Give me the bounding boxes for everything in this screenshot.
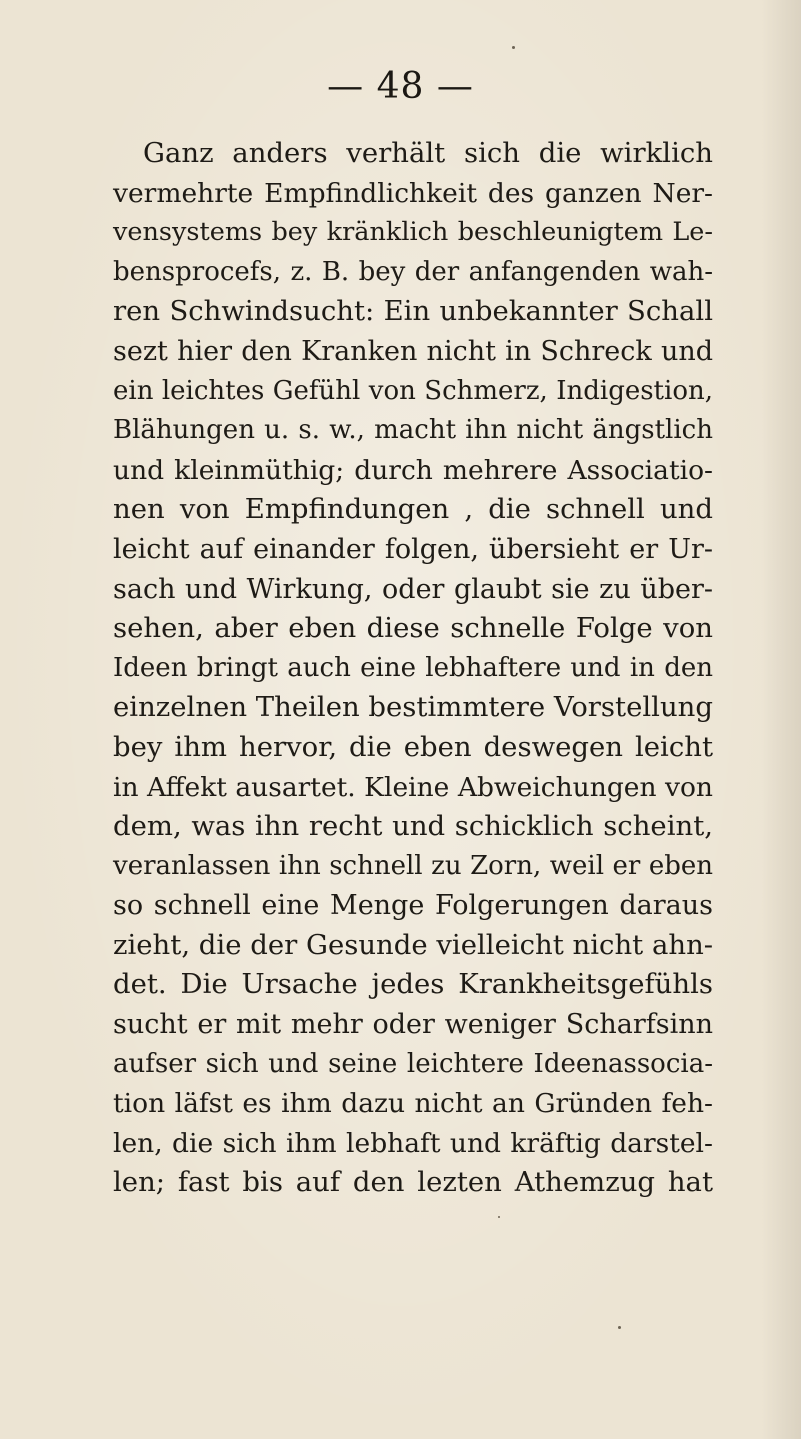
text-line: und kleinmüthig; durch mehrere Associatio- — [113, 454, 713, 486]
page-edge-shadow — [761, 0, 801, 1439]
text-line: zieht, die der Gesunde vielleicht nicht ahn- — [113, 928, 714, 961]
text-line: in Affekt ausartet. Kleine Abweichungen von — [113, 771, 713, 803]
text-line: ren Schwindsucht: Ein unbekannter Schall — [113, 295, 713, 328]
text-line: vermehrte Empfindlichkeit des ganzen Ner- — [113, 177, 713, 209]
text-line: veranlassen ihn schnell zu Zorn, weil er eben — [113, 850, 713, 881]
text-line: aufser sich und seine leichtere Ideenassocia- — [113, 1048, 713, 1079]
text-line: Ideen bringt auch eine lebhaftere und in den — [113, 652, 713, 683]
text-line: bey ihm hervor, die eben deswegen leicht — [113, 730, 713, 763]
text-line: ein leichtes Gefühl von Schmerz, Indigestion, — [113, 375, 713, 406]
text-line: einzelnen Theilen bestimmtere Vorstellung — [113, 691, 713, 724]
text-line: sehen, aber eben diese schnelle Folge von — [113, 612, 713, 645]
text-line: nen von Empfindungen , die schnell und — [113, 493, 713, 526]
text-line: Ganz anders verhält sich die wirklich — [143, 137, 713, 169]
paper-speck — [512, 46, 515, 49]
text-line: sucht er mit mehr oder weniger Scharfsinn — [113, 1009, 713, 1041]
text-line: bensprocefs, z. B. bey der anfangenden wah- — [113, 256, 713, 287]
text-line: det. Die Ursache jedes Krankheitsgefühls — [113, 968, 713, 1001]
text-line: tion läfst es ihm dazu nicht an Gründen feh- — [113, 1088, 713, 1120]
text-line: sezt hier den Kranken nicht in Schreck und — [113, 335, 713, 367]
text-line: leicht auf einander folgen, übersieht er Ur- — [113, 533, 713, 565]
text-line: Blähungen u. s. w., macht ihn nicht ängstlich — [113, 415, 713, 446]
paper-speck — [498, 1216, 500, 1218]
text-line: so schnell eine Menge Folgerungen daraus — [113, 890, 713, 922]
text-line: len, die sich ihm lebhaft und kräftig darstel- — [113, 1127, 713, 1159]
text-line: dem, was ihn recht und schicklich scheint, — [113, 810, 713, 843]
paper-speck — [618, 1326, 621, 1329]
text-line: vensystems bey kränklich beschleunigtem Le- — [113, 217, 713, 248]
text-line: len; fast bis auf den lezten Athemzug hat — [113, 1166, 713, 1199]
page-number: — 48 — — [327, 66, 474, 107]
body-text — [113, 134, 713, 1203]
text-line: sach und Wirkung, oder glaubt sie zu über- — [113, 573, 713, 605]
